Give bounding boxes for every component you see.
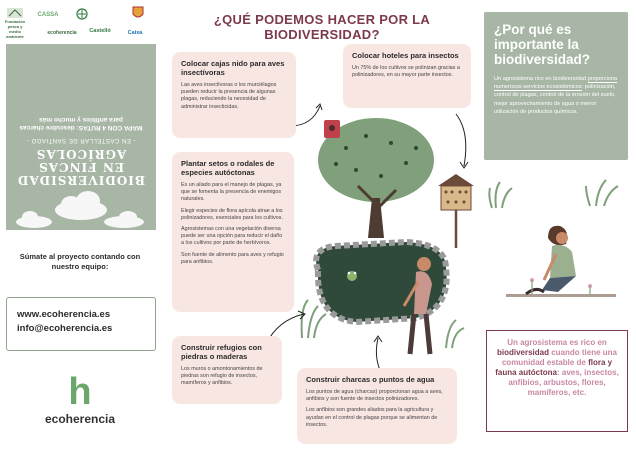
logo-fundacion: Fundación pesca y medio ambiente	[4, 8, 26, 39]
cover-block	[6, 44, 156, 230]
grass-icon	[586, 180, 618, 206]
why-title: ¿Por qué es importante la biodiversidad?	[494, 22, 591, 67]
tip-hedges	[172, 152, 294, 312]
tip-title: Construir charcas o puntos de agua	[306, 375, 435, 384]
agrosystem-definition: Un agrosistema es rico en biodiversidad cuando tiene una comunidad estable de flora y fauna autóctona: aves, insectos, anfibios, arbustos, flores, mamíferos, etc.	[486, 330, 628, 432]
brand-logo	[30, 372, 130, 426]
tip-text: Elegir especies de flora apícola atrae a los polinizadores, esenciales para los cultivos.	[181, 207, 283, 221]
page-title: ¿QUÉ PODEMOS HACER POR LA BIODIVERSIDAD?	[213, 12, 431, 42]
tip-title: Plantar setos o rodales de especies autóctonas	[181, 159, 275, 177]
gardener-illustration	[486, 168, 628, 318]
gardener-woman-icon	[542, 226, 576, 292]
logo-caixa: Caixa	[127, 30, 143, 36]
contact-box	[6, 297, 156, 351]
email-link[interactable]: info@ecoherencia.es	[17, 323, 113, 334]
tip-text: Es un aliado para el manejo de plagas, ya que se fomenta la presencia de enemigos naturales.	[181, 182, 282, 203]
tip-text: Los anfibios son grandes aliados para la agricultura y ayudan en el control de plagas porque se alimentan de insectos.	[306, 407, 438, 428]
tip-text: Las aves insectívoras o los murciélagos pueden reducir la presencia de algunas plagas, reduciendo la necesidad de administrar insecticidas.	[181, 82, 277, 110]
cover-cta: MAPA CON 4 RUTAS: descubre charcas para anfibios y mucho más	[19, 116, 143, 131]
arrow-icon	[452, 112, 476, 172]
cover-title: BIODIVERSIDAD EN FINCAS AGRÍCOLAS	[16, 147, 146, 187]
brand-mark-icon: h	[68, 371, 92, 413]
insect-hotel-icon	[438, 174, 474, 248]
tip-stone-shelters	[172, 336, 282, 404]
tip-title: Colocar cajas nido para aves insectívoras	[181, 59, 285, 77]
logo-castellon	[70, 8, 94, 21]
why-text: Un agrosistema rico en biodiversidad proporciona numerosos servicios ecosistémicos: polinización, control de plagas, control de la erosión del suelo, mejor aprovechamiento de agua o menor utilización de productos químicos.	[494, 76, 618, 115]
join-project-text: Súmate al proyecto contando con nuestro equipo:	[19, 252, 141, 271]
logo-cassa: CASSA	[37, 12, 59, 18]
tip-text: Agrosistemas con una vegetación diversa puede ser una opción para reducir el daño a los cultivos por parte de herbívoros.	[181, 226, 283, 247]
garden-illustration	[296, 108, 476, 368]
tip-nest-boxes	[172, 52, 296, 138]
tip-text: Los muros o amontonamientos de piedras son refugio de insectos, mamíferos y anfibios.	[181, 366, 263, 387]
tip-text: Un 75% de los cultivos se polinizan gracias a polinizadores, en su mayor parte insectos.	[352, 65, 460, 79]
tip-title: Construir refugios con piedras o maderas	[181, 343, 262, 361]
left-panel	[0, 0, 160, 451]
logo-diputacion	[128, 6, 148, 21]
clouds-illustration	[6, 170, 156, 230]
tip-title: Colocar hoteles para insectos	[352, 51, 459, 60]
brand-name: ecoherencia	[44, 412, 116, 426]
tip-text: Son fuente de alimento para aves y refugio para anfibios.	[181, 251, 284, 265]
tip-insect-hotels	[343, 44, 471, 108]
website-link[interactable]: www.ecoherencia.es	[17, 309, 111, 320]
why-important-panel	[484, 12, 628, 160]
tip-text: Los puntos de agua (charcas) proporcionan agua a aves, anfibios y son fuente de insectos polinizadores.	[306, 389, 443, 403]
logo-castello: Castelló	[89, 28, 111, 34]
grass-icon	[489, 182, 512, 208]
sponsor-logos	[4, 4, 158, 40]
logo-ecoherencia-small: ecoherencia	[47, 30, 77, 36]
cover-subtitle: - EN CASTELLAR DE SANTIAGO -	[26, 137, 136, 143]
tip-ponds	[297, 368, 457, 444]
